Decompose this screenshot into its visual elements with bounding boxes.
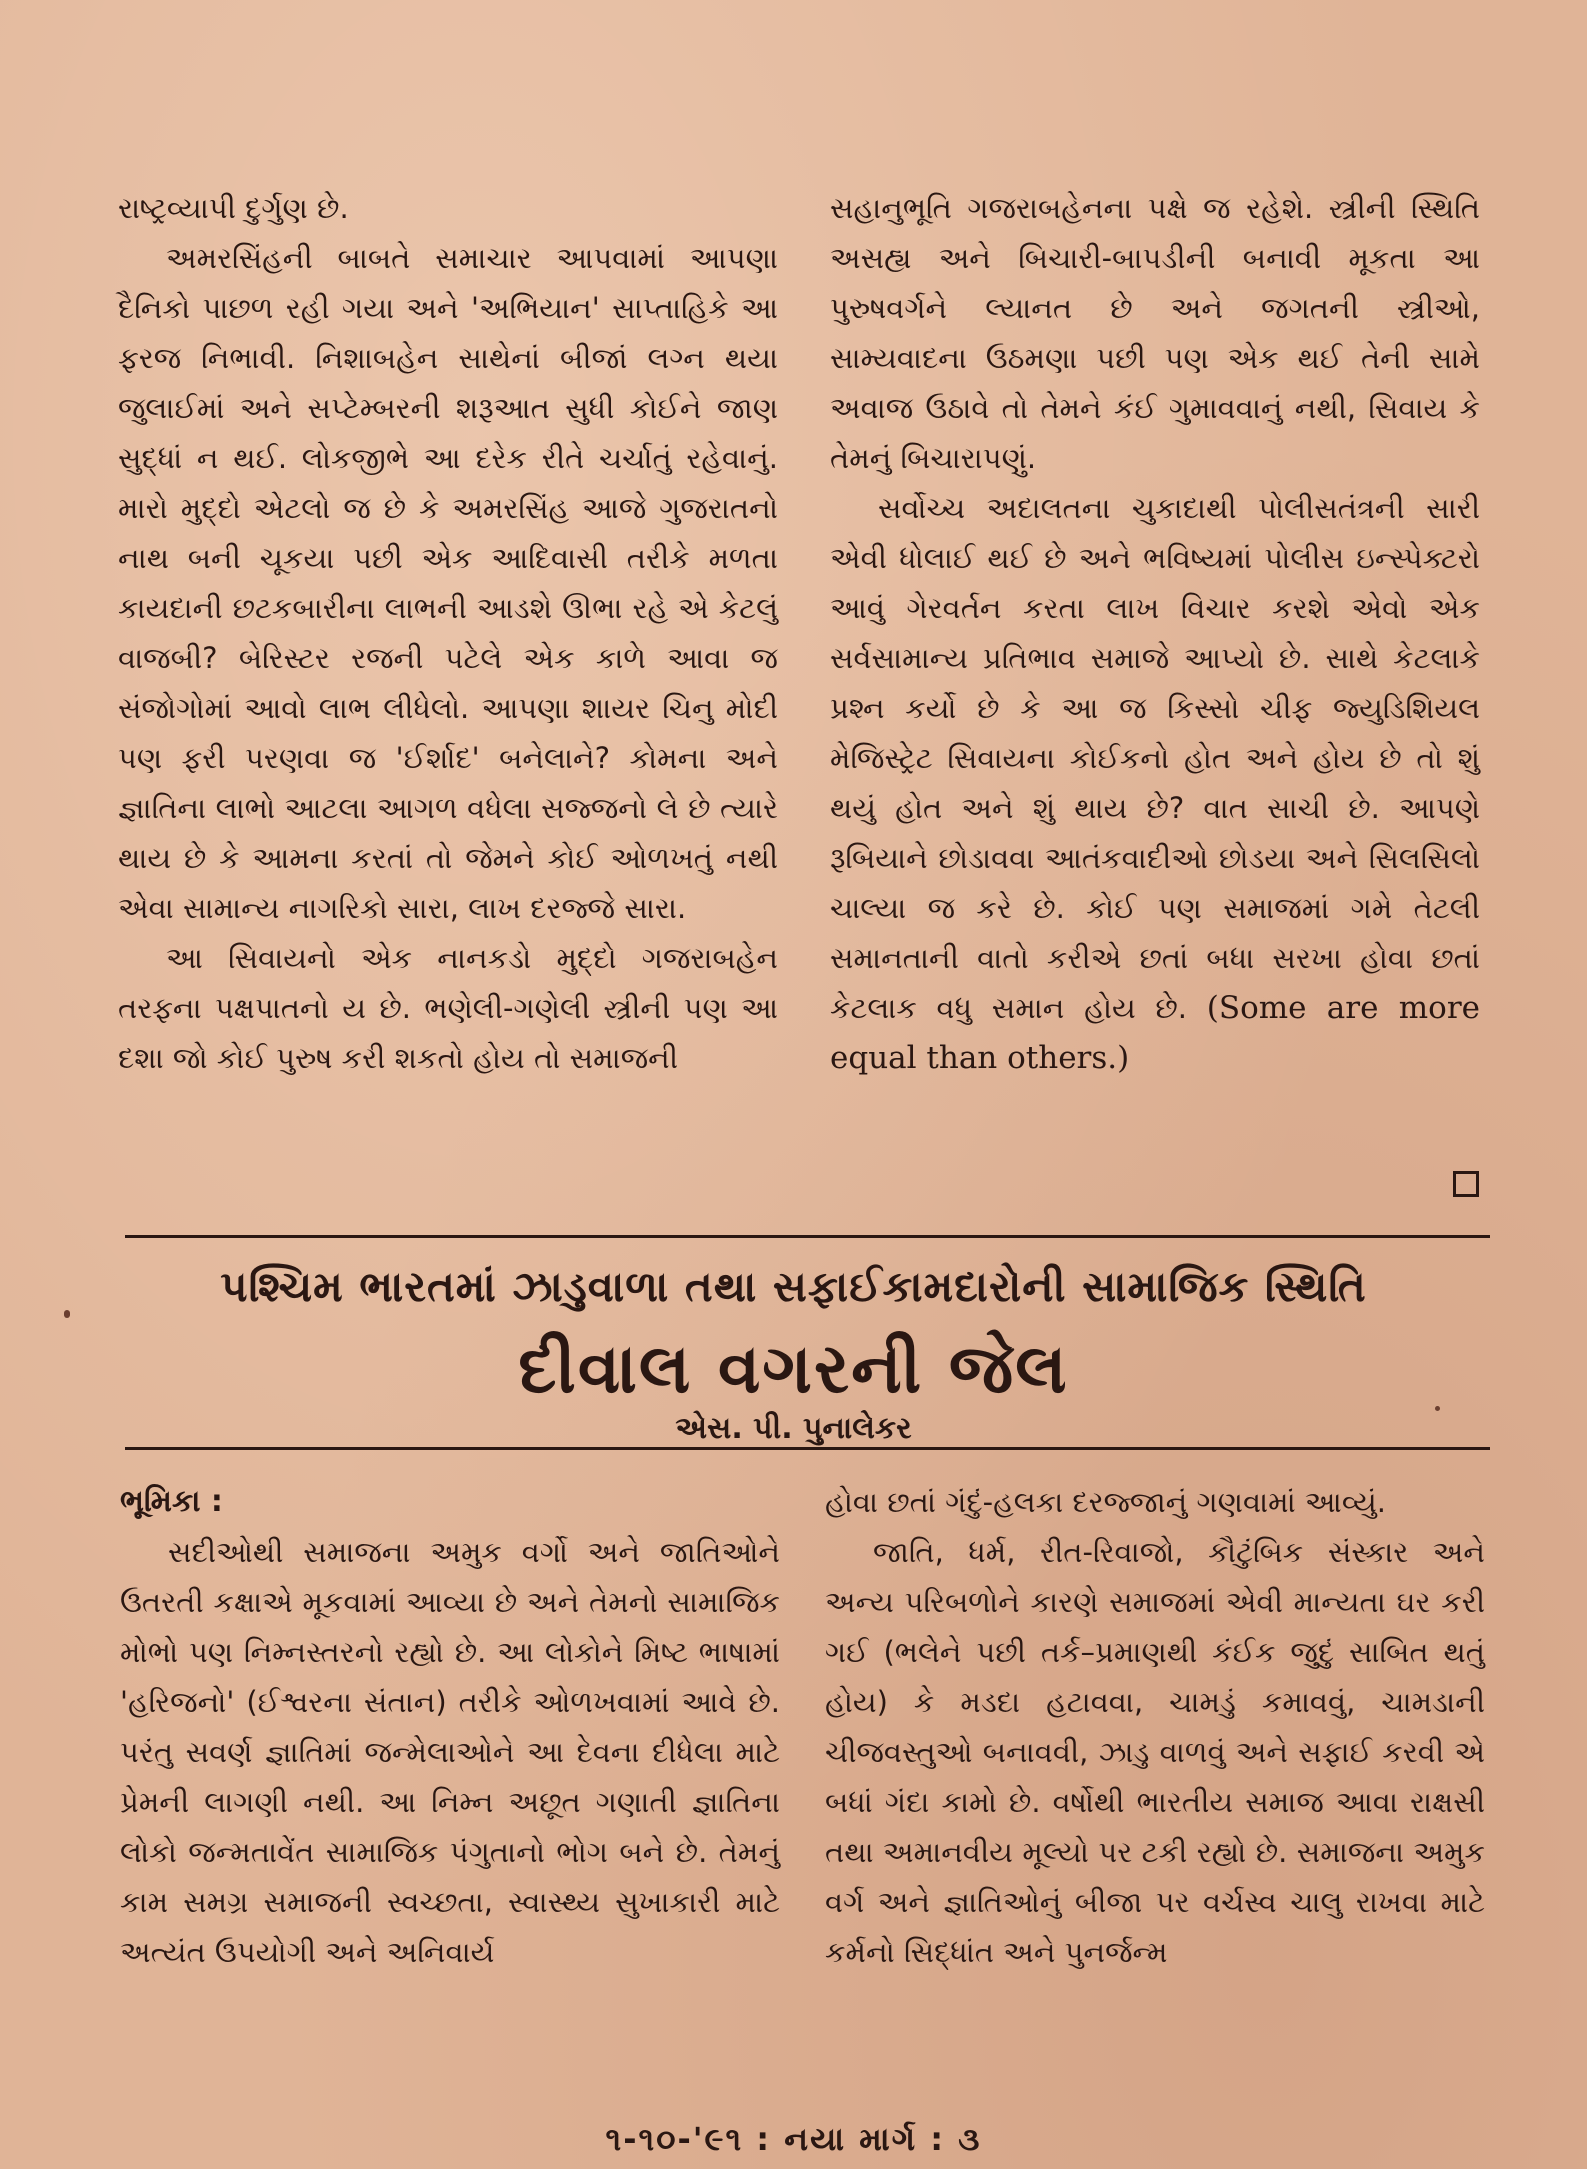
paragraph: જાતિ, ધર્મ, રીત-રિવાજો, કૌટુંબિક સંસ્કાર અને અન્ય પરિબળોને કારણે સમાજમાં એવી માન્યતા ઘર કરી ગઈ (ભલેને પછી તર્ક–પ્રમાણથી કંઈક જુદું સાબિત થતું હોય) કે મડદા હટાવવા, ચામડું કમાવવું, ચામડાની ચીજવસ્તુઓ બનાવવી, ઝાડુ વાળવું અને સફાઈ કરવી એ બધાં ગંદા કામો છે. વર્ષોથી ભારતીય સમાજ આવા રાક્ષસી તથા અમાનવીય મૂલ્યો પર ટકી રહ્યો છે. સમાજના અમુક વર્ગ અને જ્ઞાતિઓનું બીજા પર વર્ચસ્વ ચાલુ રાખવા માટે કર્મનો સિદ્ધાંત અને પુનર્જન્મ — [825, 1535, 1485, 1969]
divider — [125, 1235, 1490, 1238]
english-quote: (Some are more equal than others.) — [830, 990, 1480, 1076]
article-left-column — [120, 1477, 780, 1977]
paragraph: અમરસિંહની બાબતે સમાચાર આપવામાં આપણા દૈનિકો પાછળ રહી ગયા અને 'અભિયાન' સાપ્તાહિકે આ ફરજ નિભાવી. નિશાબહેન સાથેનાં બીજાં લગ્ન થયા જુલાઈમાં અને સપ્ટેમ્બરની શરૂઆત સુધી કોઈને જાણ સુદ્ધાં ન થઈ. લોકજીભે આ દરેક રીતે ચર્ચાતું રહેવાનું. મારો મુદ્દો એટલો જ છે કે અમરસિંહ આજે ગુજરાતનો નાથ બની ચૂકયા પછી એક આદિવાસી તરીકે મળતા કાયદાની છટકબારીના લાભની આડશે ઊભા રહે એ કેટલું વાજબી? બેરિસ્ટર રજની પટેલે એક કાળે આવા જ સંજોગોમાં આવો લાભ લીધેલો. આપણા શાયર ચિનુ મોદી પણ ફરી પરણવા જ 'ઈર્શાદ' બનેલાને? કોમના અને જ્ઞાતિના લાભો આટલા આગળ વધેલા સજ્જનો લે છે ત્યારે થાય છે કે આમના કરતાં તો જેમને કોઈ ઓળખતું નથી એવા સામાન્ય નાગરિકો સારા, લાખ દરજ્જે સારા. — [118, 241, 778, 925]
paragraph: હોવા છતાં ગંદું-હલકા દરજ્જાનું ગણવામાં આવ્યું. — [825, 1485, 1386, 1519]
paragraph: રાષ્ટ્રવ્યાપી દુર્ગુણ છે. — [118, 191, 349, 225]
end-of-article-square-icon — [1453, 1171, 1479, 1197]
article-title: દીવાલ વગરની જેલ — [518, 1330, 1069, 1409]
article-kicker: પશ્ચિમ ભારતમાં ઝાડુવાળા તથા સફાઈકામદારોની સામાજિક સ્થિતિ — [220, 1262, 1367, 1311]
section-heading: ભૂમિકા : — [120, 1484, 223, 1519]
article-right-column — [825, 1477, 1485, 1977]
paragraph — [830, 483, 1480, 1083]
paragraph-text: સર્વોચ્ચ અદાલતના ચુકાદાથી પોલીસતંત્રની સારી એવી ધોલાઈ થઈ છે અને ભવિષ્યમાં પોલીસ ઇન્સ્પેક્ટરો આવું ગેરવર્તન કરતા લાખ વિચાર કરશે એવો એક સર્વસામાન્ય પ્રતિભાવ સમાજે આપ્યો છે. સાથે કેટલાકે પ્રશ્ન કર્યો છે કે આ જ કિસ્સો ચીફ જ્યુડિશિયલ મેજિસ્ટ્રેટ સિવાયના કોઈકનો હોત અને હોય છે તો શું થયું હોત અને શું થાય છે? વાત સાચી છે. આપણે રૂબિયાને છોડાવવા આતંકવાદીઓ છોડયા અને સિલસિલો ચાલ્યા જ કરે છે. કોઈ પણ સમાજમાં ગમે તેટલી સમાનતાની વાતો કરીએ છતાં બધા સરખા હોવા છતાં કેટલાક વધુ સમાન હોય છે. — [830, 491, 1480, 1025]
paper-speck — [1435, 1406, 1440, 1411]
page-footer: ૧-૧૦-'૯૧ : નયા માર્ગ : ૩ — [605, 2120, 982, 2158]
article-author: એસ. પી. પુનાલેકર — [675, 1411, 912, 1446]
divider — [125, 1447, 1490, 1450]
top-left-column — [118, 183, 778, 1083]
paragraph: સદીઓથી સમાજના અમુક વર્ગો અને જાતિઓને ઉતરતી કક્ષાએ મૂકવામાં આવ્યા છે અને તેમનો સામાજિક મોભો પણ નિમ્નસ્તરનો રહ્યો છે. આ લોકોને મિષ્ટ ભાષામાં 'હરિજનો' (ઈશ્વરના સંતાન) તરીકે ઓળખવામાં આવે છે. પરંતુ સવર્ણ જ્ઞાતિમાં જન્મેલાઓને આ દેવના દીધેલા માટે પ્રેમની લાગણી નથી. આ નિમ્ન અછૂત ગણાતી જ્ઞાતિના લોકો જન્મતાવેંત સામાજિક પંગુતાનો ભોગ બને છે. તેમનું કામ સમગ્ર સમાજની સ્વચ્છતા, સ્વાસ્થ્ય સુખાકારી માટે અત્યંત ઉપયોગી અને અનિવાર્ય — [120, 1535, 780, 1969]
paragraph: આ સિવાયનો એક નાનકડો મુદ્દો ગજરાબહેન તરફના પક્ષપાતનો ય છે. ભણેલી-ગણેલી સ્ત્રીની પણ આ દશા જો કોઈ પુરુષ કરી શકતો હોય તો સમાજની — [118, 941, 778, 1075]
paragraph: સહાનુભૂતિ ગજરાબહેનના પક્ષે જ રહેશે. સ્ત્રીની સ્થિતિ અસહ્ય અને બિચારી-બાપડીની બનાવી મૂકતા આ પુરુષવર્ગને લ્યાનત છે અને જગતની સ્ત્રીઓ, સામ્યવાદના ઉઠમણા પછી પણ એક થઈ તેની સામે અવાજ ઉઠાવે તો તેમને કંઈ ગુમાવવાનું નથી, સિવાય કે તેમનું બિચારાપણું. — [830, 191, 1480, 475]
top-right-column — [830, 183, 1480, 1083]
paper-speck — [64, 1310, 70, 1318]
